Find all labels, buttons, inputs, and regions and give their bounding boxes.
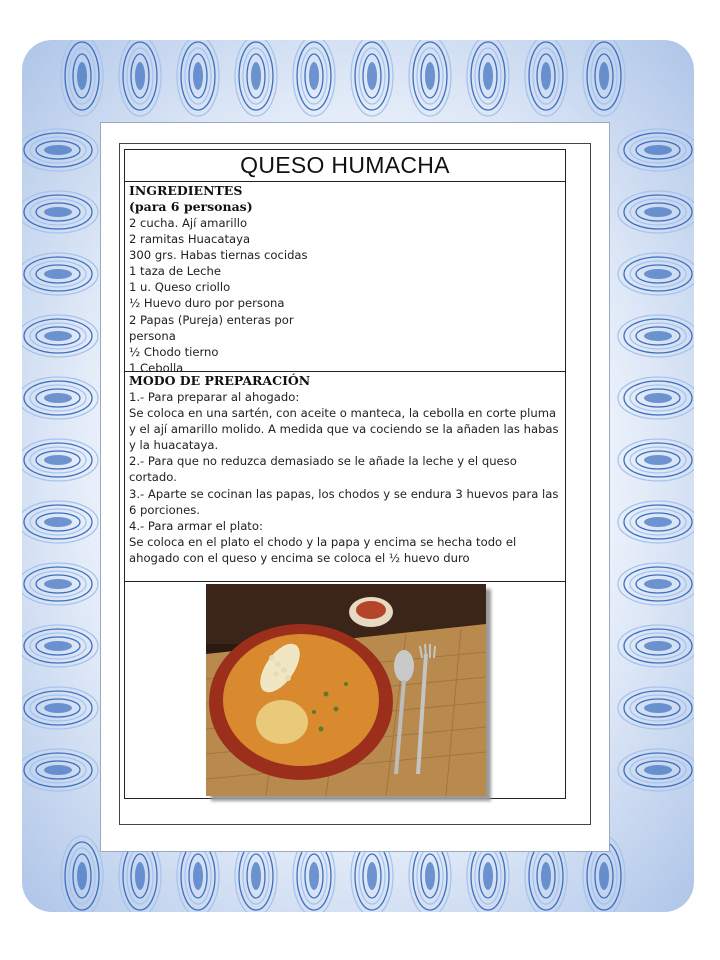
ingredients-subheading: (para 6 personas) [129, 199, 253, 214]
ingredient-item: 2 Papas (Pureja) enteras por persona [129, 312, 294, 343]
photo-section [125, 582, 565, 798]
method-step: Se coloca en una sartén, con aceite o manteca, la cebolla en corte pluma y el ají amarillo molido. A medida que va cociendo se la añaden las habas y la huacataya. [129, 406, 559, 453]
method-step: 1.- Para preparar al ahogado: [129, 390, 300, 404]
ingredient-item: 300 grs. Habas tiernas cocidas [129, 248, 308, 263]
recipe-title: QUESO HUMACHA [240, 152, 450, 178]
method-step: Se coloca en el plato el chodo y la papa y encima se hecha todo el ahogado con el queso y encima se coloca el ½ huevo duro [129, 534, 517, 565]
ingredient-item: 2 ramitas Huacataya [129, 232, 251, 247]
potato [256, 700, 308, 744]
spoon-head [394, 650, 414, 682]
ingredient-item: 1 u. Queso criollo [129, 280, 231, 295]
ingredient-item: ½ Huevo duro por persona [129, 296, 285, 311]
recipe-table [124, 149, 566, 799]
method-step: 2.- Para que no reduzca demasiado se le añade la leche y el queso cortado. [129, 454, 517, 485]
plated-dish-photo [206, 584, 486, 796]
aji-sauce [356, 601, 386, 619]
method-section [125, 372, 565, 582]
ingredient-item: 2 cucha. Ají amarillo [129, 216, 248, 230]
queso-humacha-stew [223, 634, 379, 766]
ingredient-item: 1 Cebolla [129, 360, 184, 375]
method-step: 4.- Para armar el plato: [129, 518, 263, 533]
ingredient-item: 1 taza de Leche [129, 264, 222, 279]
method-step: 3.- Aparte se cocinan las papas, los chodos y se endura 3 huevos para las 6 porciones. [129, 486, 559, 517]
method-heading: MODO DE PREPARACIÓN [129, 373, 311, 388]
title-row [125, 150, 565, 182]
ingredient-item: ½ Chodo tierno [129, 344, 219, 359]
ingredients-section [125, 182, 565, 375]
ingredients-heading: INGREDIENTES [129, 183, 243, 198]
ingredients-list [129, 215, 324, 376]
